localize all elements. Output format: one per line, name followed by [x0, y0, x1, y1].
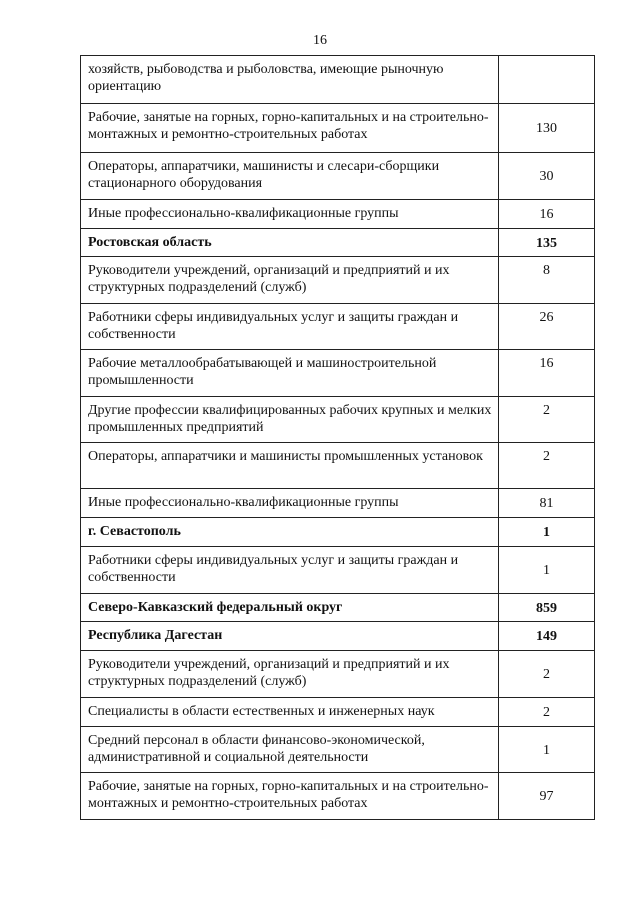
row-label: Руководители учреждений, организаций и предприятий и их структурных подразделений (служб) — [81, 651, 499, 698]
region-row — [81, 229, 595, 257]
row-value: 1 — [499, 727, 595, 773]
row-value: 30 — [499, 153, 595, 200]
table-row — [81, 698, 595, 727]
row-label: Операторы, аппаратчики и машинисты промышленных установок — [81, 443, 499, 489]
page-number: 16 — [313, 33, 327, 48]
row-value: 130 — [499, 104, 595, 153]
row-value: 26 — [499, 304, 595, 350]
profession-table — [80, 55, 595, 820]
row-label: Рабочие, занятые на горных, горно-капитальных и на строительно-монтажных и ремонтно-строительных работах — [81, 773, 499, 820]
row-label: Республика Дагестан — [81, 622, 499, 651]
row-value: 81 — [499, 489, 595, 518]
row-value: 1 — [499, 518, 595, 547]
row-label: Иные профессионально-квалификационные группы — [81, 200, 499, 229]
row-value: 2 — [499, 651, 595, 698]
region-row — [81, 518, 595, 547]
row-value: 8 — [499, 257, 595, 304]
row-value — [499, 56, 595, 104]
table-row — [81, 257, 595, 304]
row-label: Ростовская область — [81, 229, 499, 257]
table-row — [81, 651, 595, 698]
table-row — [81, 443, 595, 489]
row-label: Другие профессии квалифицированных рабочих крупных и мелких промышленных предприятий — [81, 397, 499, 443]
row-value: 16 — [499, 350, 595, 397]
table-row — [81, 153, 595, 200]
table-row — [81, 104, 595, 153]
row-value: 149 — [499, 622, 595, 651]
row-value: 16 — [499, 200, 595, 229]
table-row — [81, 773, 595, 820]
row-label: Северо-Кавказский федеральный округ — [81, 594, 499, 622]
row-value: 2 — [499, 698, 595, 727]
row-label: Рабочие металлообрабатывающей и машиностроительной промышленности — [81, 350, 499, 397]
table-row — [81, 489, 595, 518]
row-label: Специалисты в области естественных и инженерных наук — [81, 698, 499, 727]
region-row — [81, 622, 595, 651]
table-row — [81, 304, 595, 350]
row-value: 1 — [499, 547, 595, 594]
table-row — [81, 547, 595, 594]
row-value: 2 — [499, 443, 595, 489]
row-label: Операторы, аппаратчики, машинисты и слесари-сборщики стационарного оборудования — [81, 153, 499, 200]
table-row — [81, 200, 595, 229]
table-row — [81, 727, 595, 773]
table-row — [81, 56, 595, 104]
row-value: 2 — [499, 397, 595, 443]
table-row — [81, 397, 595, 443]
row-label: Средний персонал в области финансово-экономической, административной и социальной деятельности — [81, 727, 499, 773]
row-label: Рабочие, занятые на горных, горно-капитальных и на строительно-монтажных и ремонтно-строительных работах — [81, 104, 499, 153]
row-label: г. Севастополь — [81, 518, 499, 547]
row-value: 859 — [499, 594, 595, 622]
row-label: Работники сферы индивидуальных услуг и защиты граждан и собственности — [81, 547, 499, 594]
row-label: Руководители учреждений, организаций и предприятий и их структурных подразделений (служб) — [81, 257, 499, 304]
row-label: Работники сферы индивидуальных услуг и защиты граждан и собственности — [81, 304, 499, 350]
table-body — [81, 56, 595, 820]
row-label: хозяйств, рыбоводства и рыболовства, имеющие рыночную ориентацию — [81, 56, 499, 104]
region-row — [81, 594, 595, 622]
table-row — [81, 350, 595, 397]
row-label: Иные профессионально-квалификационные группы — [81, 489, 499, 518]
row-value: 97 — [499, 773, 595, 820]
row-value: 135 — [499, 229, 595, 257]
